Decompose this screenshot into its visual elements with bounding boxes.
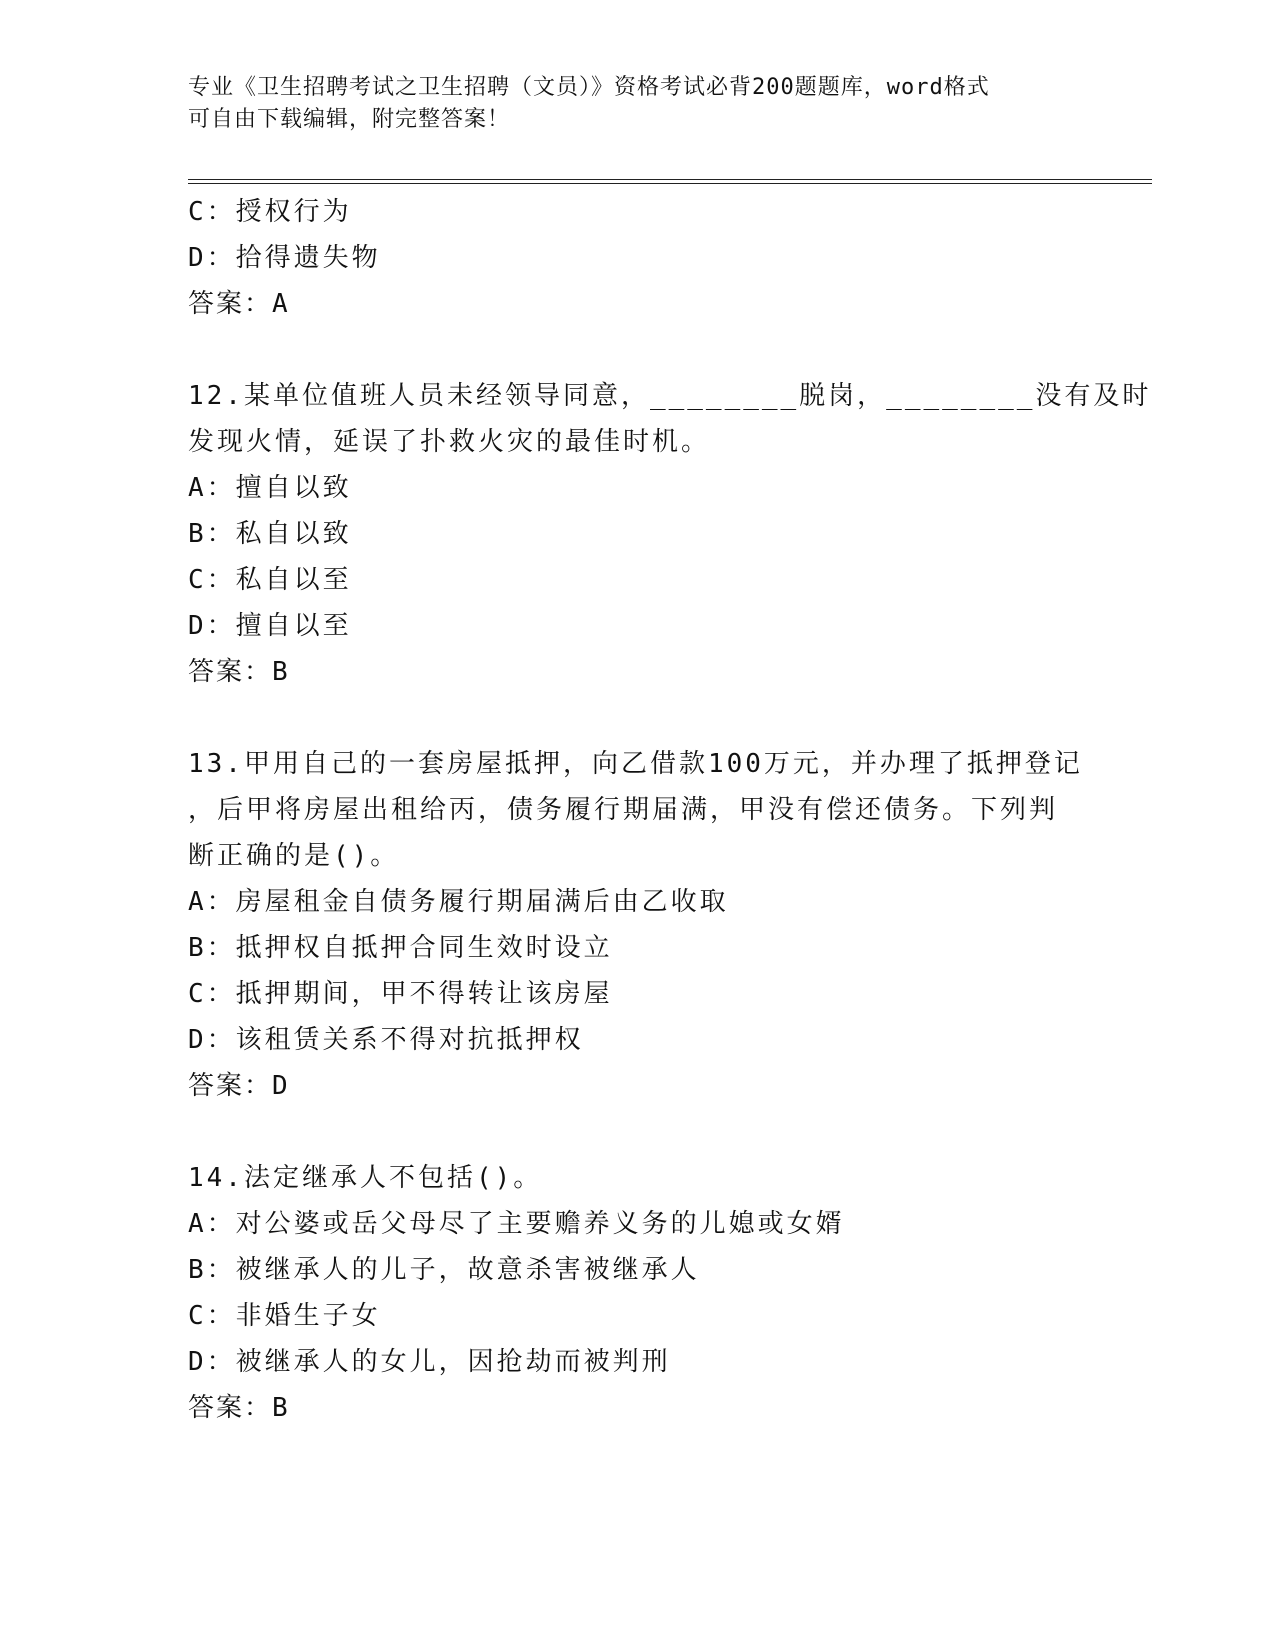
option-c: C：抵押期间，甲不得转让该房屋 <box>188 979 613 1009</box>
option-a: A：擅自以致 <box>188 473 352 503</box>
option-c: C：授权行为 <box>188 197 352 227</box>
previous-question-block <box>188 189 1088 327</box>
header-divider-top <box>188 179 1152 180</box>
option-c: C：私自以至 <box>188 565 352 595</box>
question-text-line: 14.法定继承人不包括()。 <box>188 1163 543 1193</box>
option-d: D：拾得遗失物 <box>188 243 381 273</box>
question-text-line: ，后甲将房屋出租给丙，债务履行期届满，甲没有偿还债务。下列判 <box>188 795 1059 825</box>
option-a: A：对公婆或岳父母尽了主要赡养义务的儿媳或女婿 <box>188 1209 845 1239</box>
question-text-line: 13.甲用自己的一套房屋抵押，向乙借款100万元，并办理了抵押登记 <box>188 749 1083 779</box>
spacer <box>188 695 1088 741</box>
document-header <box>188 72 1088 136</box>
answer-line: 答案：B <box>188 657 290 687</box>
option-a: A：房屋租金自债务履行期届满后由乙收取 <box>188 887 729 917</box>
answer-line: 答案：A <box>188 289 290 319</box>
header-line-1: 专业《卫生招聘考试之卫生招聘（文员）》资格考试必背200题题库，word格式 <box>188 75 990 100</box>
option-d: D：擅自以至 <box>188 611 352 641</box>
option-b: B：抵押权自抵押合同生效时设立 <box>188 933 613 963</box>
question-list <box>188 189 1152 1431</box>
option-c: C：非婚生子女 <box>188 1301 381 1331</box>
option-b: B：被继承人的儿子，故意杀害被继承人 <box>188 1255 700 1285</box>
option-d: D：该租赁关系不得对抗抵押权 <box>188 1025 584 1055</box>
question-13 <box>188 741 1088 1109</box>
spacer <box>188 327 1088 373</box>
answer-line: 答案：B <box>188 1393 290 1423</box>
header-line-2: 可自由下载编辑，附完整答案！ <box>188 107 511 132</box>
header-divider-bottom <box>188 183 1152 184</box>
option-d: D：被继承人的女儿，因抢劫而被判刑 <box>188 1347 671 1377</box>
answer-line: 答案：D <box>188 1071 290 1101</box>
question-14 <box>188 1155 1088 1431</box>
option-b: B：私自以致 <box>188 519 352 549</box>
question-text-line: 断正确的是()。 <box>188 841 400 871</box>
question-12 <box>188 373 1152 695</box>
question-text-line: 发现火情，延误了扑救火灾的最佳时机。 <box>188 427 711 457</box>
spacer <box>188 1109 1088 1155</box>
question-text-line: 12.某单位值班人员未经领导同意，________脱岗，________没有及时 <box>188 381 1152 411</box>
